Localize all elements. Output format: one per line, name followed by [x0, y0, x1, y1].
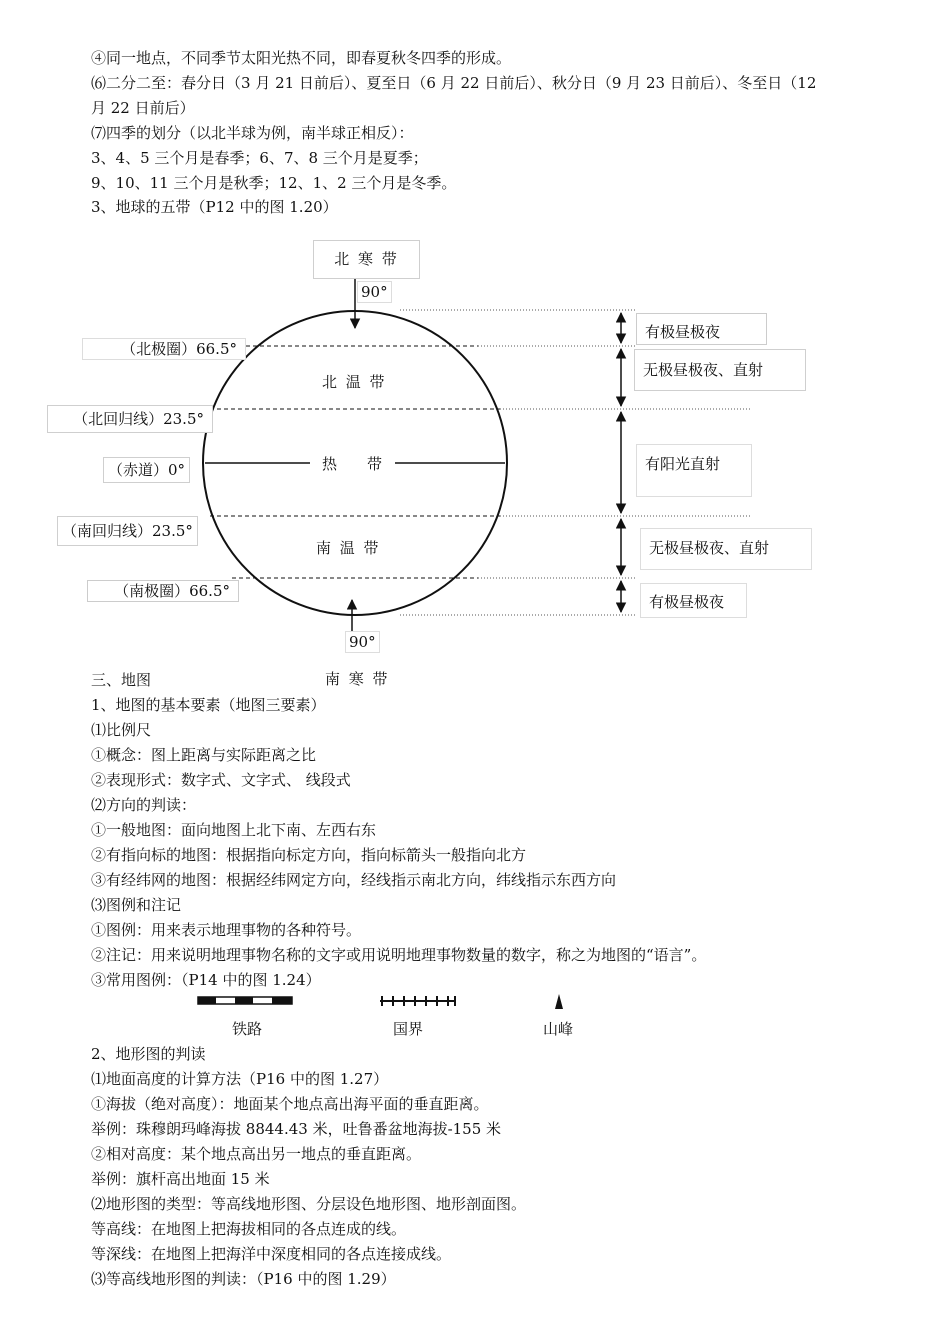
- text-line: 等高线：在地图上把海拔相同的各点连成的线。: [91, 1220, 407, 1238]
- text-line: 9、10、11 三个月是秋季；12、1、2 三个月是冬季。: [91, 174, 457, 192]
- zone-note-north-frigid: 有极昼极夜: [636, 313, 767, 345]
- north-frigid-label: 北 寒 带: [313, 240, 420, 279]
- text-line: 举例：旗杆高出地面 15 米: [91, 1170, 270, 1188]
- text-line: ①海拔（绝对高度）：地面某个地点高出海平面的垂直距离。: [91, 1095, 489, 1113]
- text-line: ⑺四季的划分（以北半球为例，南半球正相反）：: [91, 124, 414, 142]
- text-line: ②有指向标的地图：根据指向标定方向，指向标箭头一般指向北方: [91, 846, 527, 864]
- legend-peak-label: 山峰: [543, 1020, 574, 1038]
- text-line: ②注记：用来说明地理事物名称的文字或用说明地理事物数量的数字，称之为地图的“语言”。: [91, 946, 707, 964]
- text-line: ⑶图例和注记: [91, 896, 182, 914]
- text-line: ⑵方向的判读：: [91, 796, 197, 814]
- text-line: 举例：珠穆朗玛峰海拔 8844.43 米，吐鲁番盆地海拔-155 米: [91, 1120, 502, 1138]
- zone-note-north-temperate: 无极昼极夜、直射: [634, 349, 806, 391]
- text-line: ②表现形式：数字式、文字式、 线段式: [91, 771, 351, 789]
- tropic-capricorn-label: （南回归线）23.5°: [57, 516, 198, 546]
- north-temperate-label: 北 温 带: [322, 373, 387, 391]
- zone-note-tropical: 有阳光直射: [636, 444, 752, 497]
- text-line: 3、4、5 三个月是春季；6、7、8 三个月是夏季；: [91, 149, 428, 167]
- text-line: 1、地图的基本要素（地图三要素）: [91, 696, 326, 714]
- section-title: 三、地图: [91, 671, 152, 689]
- text-line: ③常用图例：（P14 中的图 1.24）: [91, 971, 321, 989]
- text-line: ⑴地面高度的计算方法（P16 中的图 1.27）: [91, 1070, 389, 1088]
- zone-note-south-temperate: 无极昼极夜、直射: [640, 528, 812, 570]
- text-line: 月 22 日前后）: [91, 99, 195, 117]
- legend-railway-label: 铁路: [232, 1020, 263, 1038]
- text-line: ④同一地点，不同季节太阳光热不同，即春夏秋冬四季的形成。: [91, 49, 512, 67]
- tropic-cancer-label: （北回归线）23.5°: [47, 405, 213, 433]
- text-line: ①一般地图：面向地图上北下南、左西右东: [91, 821, 377, 839]
- zone-note-south-frigid: 有极昼极夜: [640, 583, 747, 618]
- legend-border-label: 国界: [393, 1020, 424, 1038]
- north-pole-degree: 90°: [357, 281, 392, 303]
- text-line: 等深线：在地图上把海洋中深度相同的各点连接成线。: [91, 1245, 452, 1263]
- text-line: ⑵地形图的类型：等高线地形图、分层设色地形图、地形剖面图。: [91, 1195, 527, 1213]
- south-frigid-label: 南 寒 带: [325, 670, 390, 688]
- text-line: ②相对高度：某个地点高出另一地点的垂直距离。: [91, 1145, 422, 1163]
- south-temperate-label: 南 温 带: [316, 539, 381, 557]
- south-pole-degree: 90°: [345, 631, 380, 653]
- text-line: ⑶等高线地形图的判读：（P16 中的图 1.29）: [91, 1270, 396, 1288]
- arctic-circle-label: （北极圈）66.5°: [82, 338, 246, 360]
- text-line: ①图例：用来表示地理事物的各种符号。: [91, 921, 362, 939]
- text-line: 3、地球的五带（P12 中的图 1.20）: [91, 198, 338, 216]
- tropical-label: 热 带: [322, 455, 383, 473]
- text-line: ⑹二分二至：春分日（3 月 21 日前后）、夏至日（6 月 22 日前后）、秋分日（9 月 23 日前后）、冬至日（12: [91, 74, 817, 92]
- text-line: 2、地形图的判读: [91, 1045, 206, 1063]
- text-line: ③有经纬网的地图：根据经纬网定方向，经线指示南北方向，纬线指示东西方向: [91, 871, 617, 889]
- equator-label: （赤道）0°: [103, 457, 190, 483]
- text-line: ①概念：图上距离与实际距离之比: [91, 746, 317, 764]
- text-line: ⑴比例尺: [91, 721, 152, 739]
- antarctic-circle-label: （南极圈）66.5°: [87, 580, 239, 602]
